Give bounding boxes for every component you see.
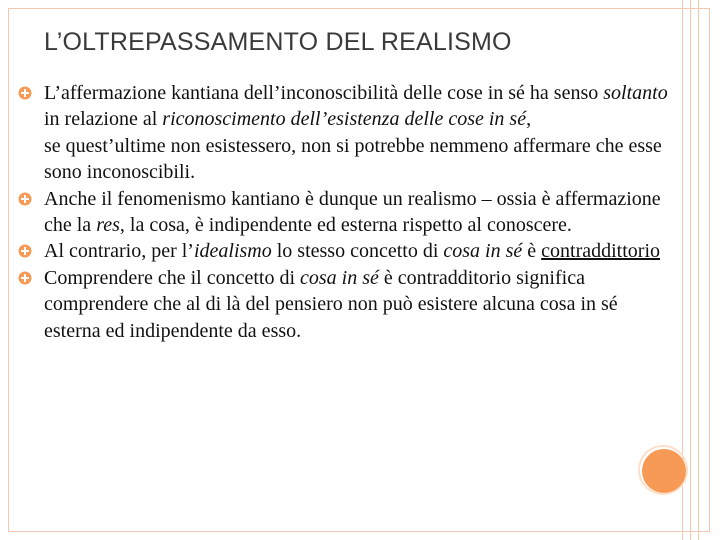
bullet-text: cosa in sé: [300, 266, 379, 289]
frame-line-right-3: [698, 0, 699, 540]
bullet-text: , la cosa, è indipendente ed esterna rispetto al conoscere.: [119, 214, 572, 237]
bullet-text: ,: [526, 108, 532, 131]
frame-line-right-2: [690, 0, 691, 540]
slide-title: L’OLTREPASSAMENTO DEL REALISMO: [44, 28, 512, 56]
bullet-text: in relazione al: [44, 108, 163, 131]
bullet-text: riconoscimento dell’esistenza delle cose in sé: [162, 108, 527, 131]
bullet-list: [18, 80, 668, 344]
bullet-text: L’affermazione kantiana dell’inconoscibilità delle cose in sé ha senso: [44, 82, 604, 104]
bullet-text: Anche il fenomenismo kantiano è dunque un realismo – ossia è affermazione che la: [44, 187, 661, 237]
bullet-text: è: [522, 240, 542, 263]
bullet-text: lo stesso concetto di: [271, 240, 444, 263]
bullet-item: [18, 80, 668, 186]
cross-bullet-icon: [18, 86, 32, 100]
bullet-text: se quest’ultime non esistessero, non si potrebbe nemmeno affermare che esse sono inconoscibili.: [44, 134, 662, 184]
bullet-text: è contradditorio significa comprendere che al di là del pensiero non può esistere alcuna cosa in sé esterna ed indipendente da esso.: [44, 266, 618, 342]
decorative-circle: [642, 449, 686, 493]
bullet-text: res: [96, 214, 120, 237]
bullet-item: [18, 238, 668, 264]
bullet-item: [18, 186, 668, 239]
bullet-item: [18, 265, 668, 344]
bullet-text: cosa in sé: [443, 240, 523, 263]
bullet-text: idealismo: [193, 240, 272, 263]
cross-bullet-icon: [18, 192, 32, 206]
bullet-text: Comprendere che il concetto di: [44, 266, 301, 289]
bullet-text: Al contrario, per l’: [44, 240, 194, 263]
cross-bullet-icon: [18, 271, 32, 285]
bullet-text: contraddittorio: [541, 240, 661, 263]
bullet-text: soltanto: [603, 82, 668, 104]
cross-bullet-icon: [18, 244, 32, 258]
